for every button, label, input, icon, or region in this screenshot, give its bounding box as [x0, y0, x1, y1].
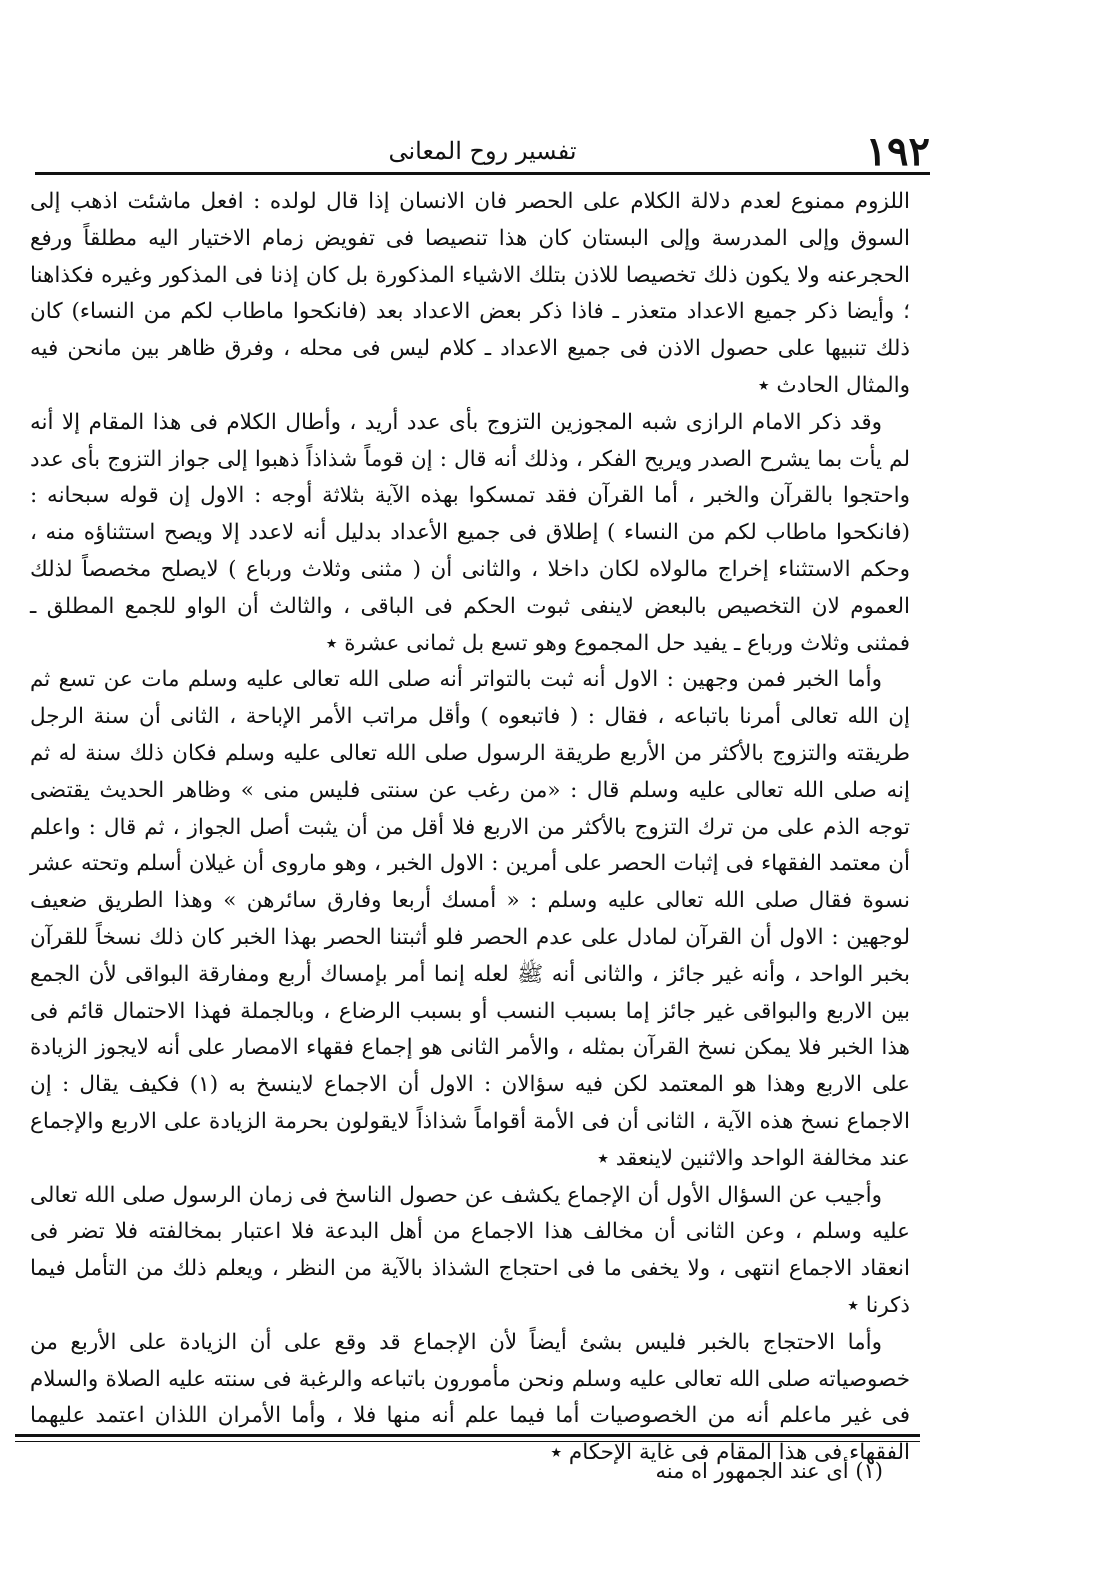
paragraph: وقد ذكر الامام الرازى شبه المجوزين التزوج بأى عدد أريد ، وأطال الكلام فى هذا المقام إلا أنه لم يأت بما يشرح الصدر ويريح الفكر ، وذلك أنه قال : إن قوماً شذاذاً ذهبوا إلى جواز التزوج بأى عدد واحتجوا بالقرآن والخبر ، أما القرآن فقد تمسكوا بهذه الآية بثلاثة أوجه : الاول إن قوله سبحانه : (فانكحوا ماطاب لكم من النساء ) إطلاق فى جميع الأعداد بدليل أنه لاعدد إلا ويصح استثناؤه منه ، وحكم الاستثناء إخراج مالولاه لكان داخلا ، والثانى أن ( مثنى وثلاث ورباع ) لايصلح مخصصاً لذلك العموم لان التخصيص بالبعض لاينفى ثبوت الحكم فى الباقى ، والثالث أن الواو للجمع المطلق ـ فمثنى وثلاث ورباع ـ يفيد حل المجموع وهو تسع بل ثمانى عشرة ٭	[30, 409, 910, 656]
header-rule	[35, 172, 930, 175]
footnote-divider-thin	[15, 1441, 920, 1442]
running-title: تفسير روح المعانى	[388, 137, 577, 165]
paragraph: وأما الخبر فمن وجهين : الاول أنه ثبت بالتواتر أنه صلى الله تعالى عليه وسلم مات عن تسع ثم إن الله تعالى أمرنا باتباعه ، فقال : ( فاتبعوه ) وأقل مراتب الأمر الإباحة ، الثانى أن سنة الرجل طريقته والتزوج بالأكثر من الأربع طريقة الرسول صلى الله تعالى عليه وسلم فكان ذلك سنة له ثم إنه صلى الله تعالى عليه وسلم قال : «من رغب عن سنتى فليس منى » وظاهر الحديث يقتضى توجه الذم على من ترك التزوج بالأكثر من الاربع فلا أقل من أن يثبت أصل الجواز ، ثم قال : واعلم أن معتمد الفقهاء فى إثبات الحصر على أمرين : الاول الخبر ، وهو ماروى أن غيلان أسلم وتحته عشر نسوة فقال صلى الله تعالى عليه وسلم : « أمسك أربعا وفارق سائرهن » وهذا الطريق ضعيف لوجهين : الاول أن القرآن لمادل على عدم الحصر فلو أثبتنا الحصر بهذا الخبر كان ذلك نسخاً للقرآن بخبر الواحد ، وأنه غير جائز ، والثانى أنه ﷺ لعله إنما أمر بإمساك أربع ومفارقة البواقى لأن الجمع بين الاربع والبواقى غير جائز إما بسبب النسب أو بسبب الرضاع ، وبالجملة فهذا الاحتمال قائم فى هذا الخبر فلا يمكن نسخ القرآن بمثله ، والأمر الثانى هو إجماع فقهاء الامصار على أنه لايجوز الزيادة على الاربع وهذا هو المعتمد لكن فيه سؤالان : الاول أن الاجماع لاينسخ به (١) فكيف يقال : إن الاجماع نسخ هذه الآية ، الثانى أن فى الأمة أقواماً شذاذاً لايقولون بحرمة الزيادة على الاربع والإجماع عند مخالفة الواحد والاثنين لاينعقد ٭	[30, 667, 910, 1171]
paragraph: وأما الاحتجاج بالخبر فليس بشئ أيضاً لأن الإجماع قد وقع على أن الزيادة على الأربع من خصوصياته صلى الله تعالى عليه وسلم ونحن مأمورون باتباعه والرغبة فى سنته عليه الصلاة والسلام فى غير ماعلم أنه من الخصوصيات أما فيما علم أنه منها فلا ، وأما الأمران اللذان اعتمد عليهما الفقهاء فى هذا المقام فى غاية الإحكام ٭	[30, 1329, 910, 1466]
body-text	[30, 184, 910, 1472]
page-number: ١٩٢	[865, 128, 930, 175]
page-header	[35, 128, 930, 176]
paragraph: اللزوم ممنوع لعدم دلالة الكلام على الحصر فان الانسان إذا قال لولده : افعل ماشئت اذهب إلى السوق وإلى المدرسة وإلى البستان كان هذا تنصيصا فى تفويض زمام الاختيار اليه مطلقاً ورفع الحجرعنه ولا يكون ذلك تخصيصا للاذن بتلك الاشياء المذكورة بل كان إذنا فى المذكور وغيره فكذاهنا ؛ وأيضا ذكر جميع الاعداد متعذر ـ فاذا ذكر بعض الاعداد بعد (فانكحوا ماطاب لكم من النساء) كان ذلك تنبيها على حصول الاذن فى جميع الاعداد ـ كلام ليس فى محله ، وفرق ظاهر بين مانحن فيه والمثال الحادث ٭	[30, 189, 910, 398]
paragraph: وأجيب عن السؤال الأول أن الإجماع يكشف عن حصول الناسخ فى زمان الرسول صلى الله تعالى عليه وسلم ، وعن الثانى أن مخالف هذا الاجماع من أهل البدعة فلا اعتبار بمخالفته فلا تضر فى انعقاد الاجماع انتهى ، ولا يخفى ما فى احتجاج الشذاذ بالآية من النظر ، ويعلم ذلك من التأمل فيما ذكرنا ٭	[30, 1182, 910, 1318]
footnote: (١) أى عند الجمهور اه منه	[655, 1459, 883, 1483]
footnote-divider	[15, 1434, 920, 1437]
